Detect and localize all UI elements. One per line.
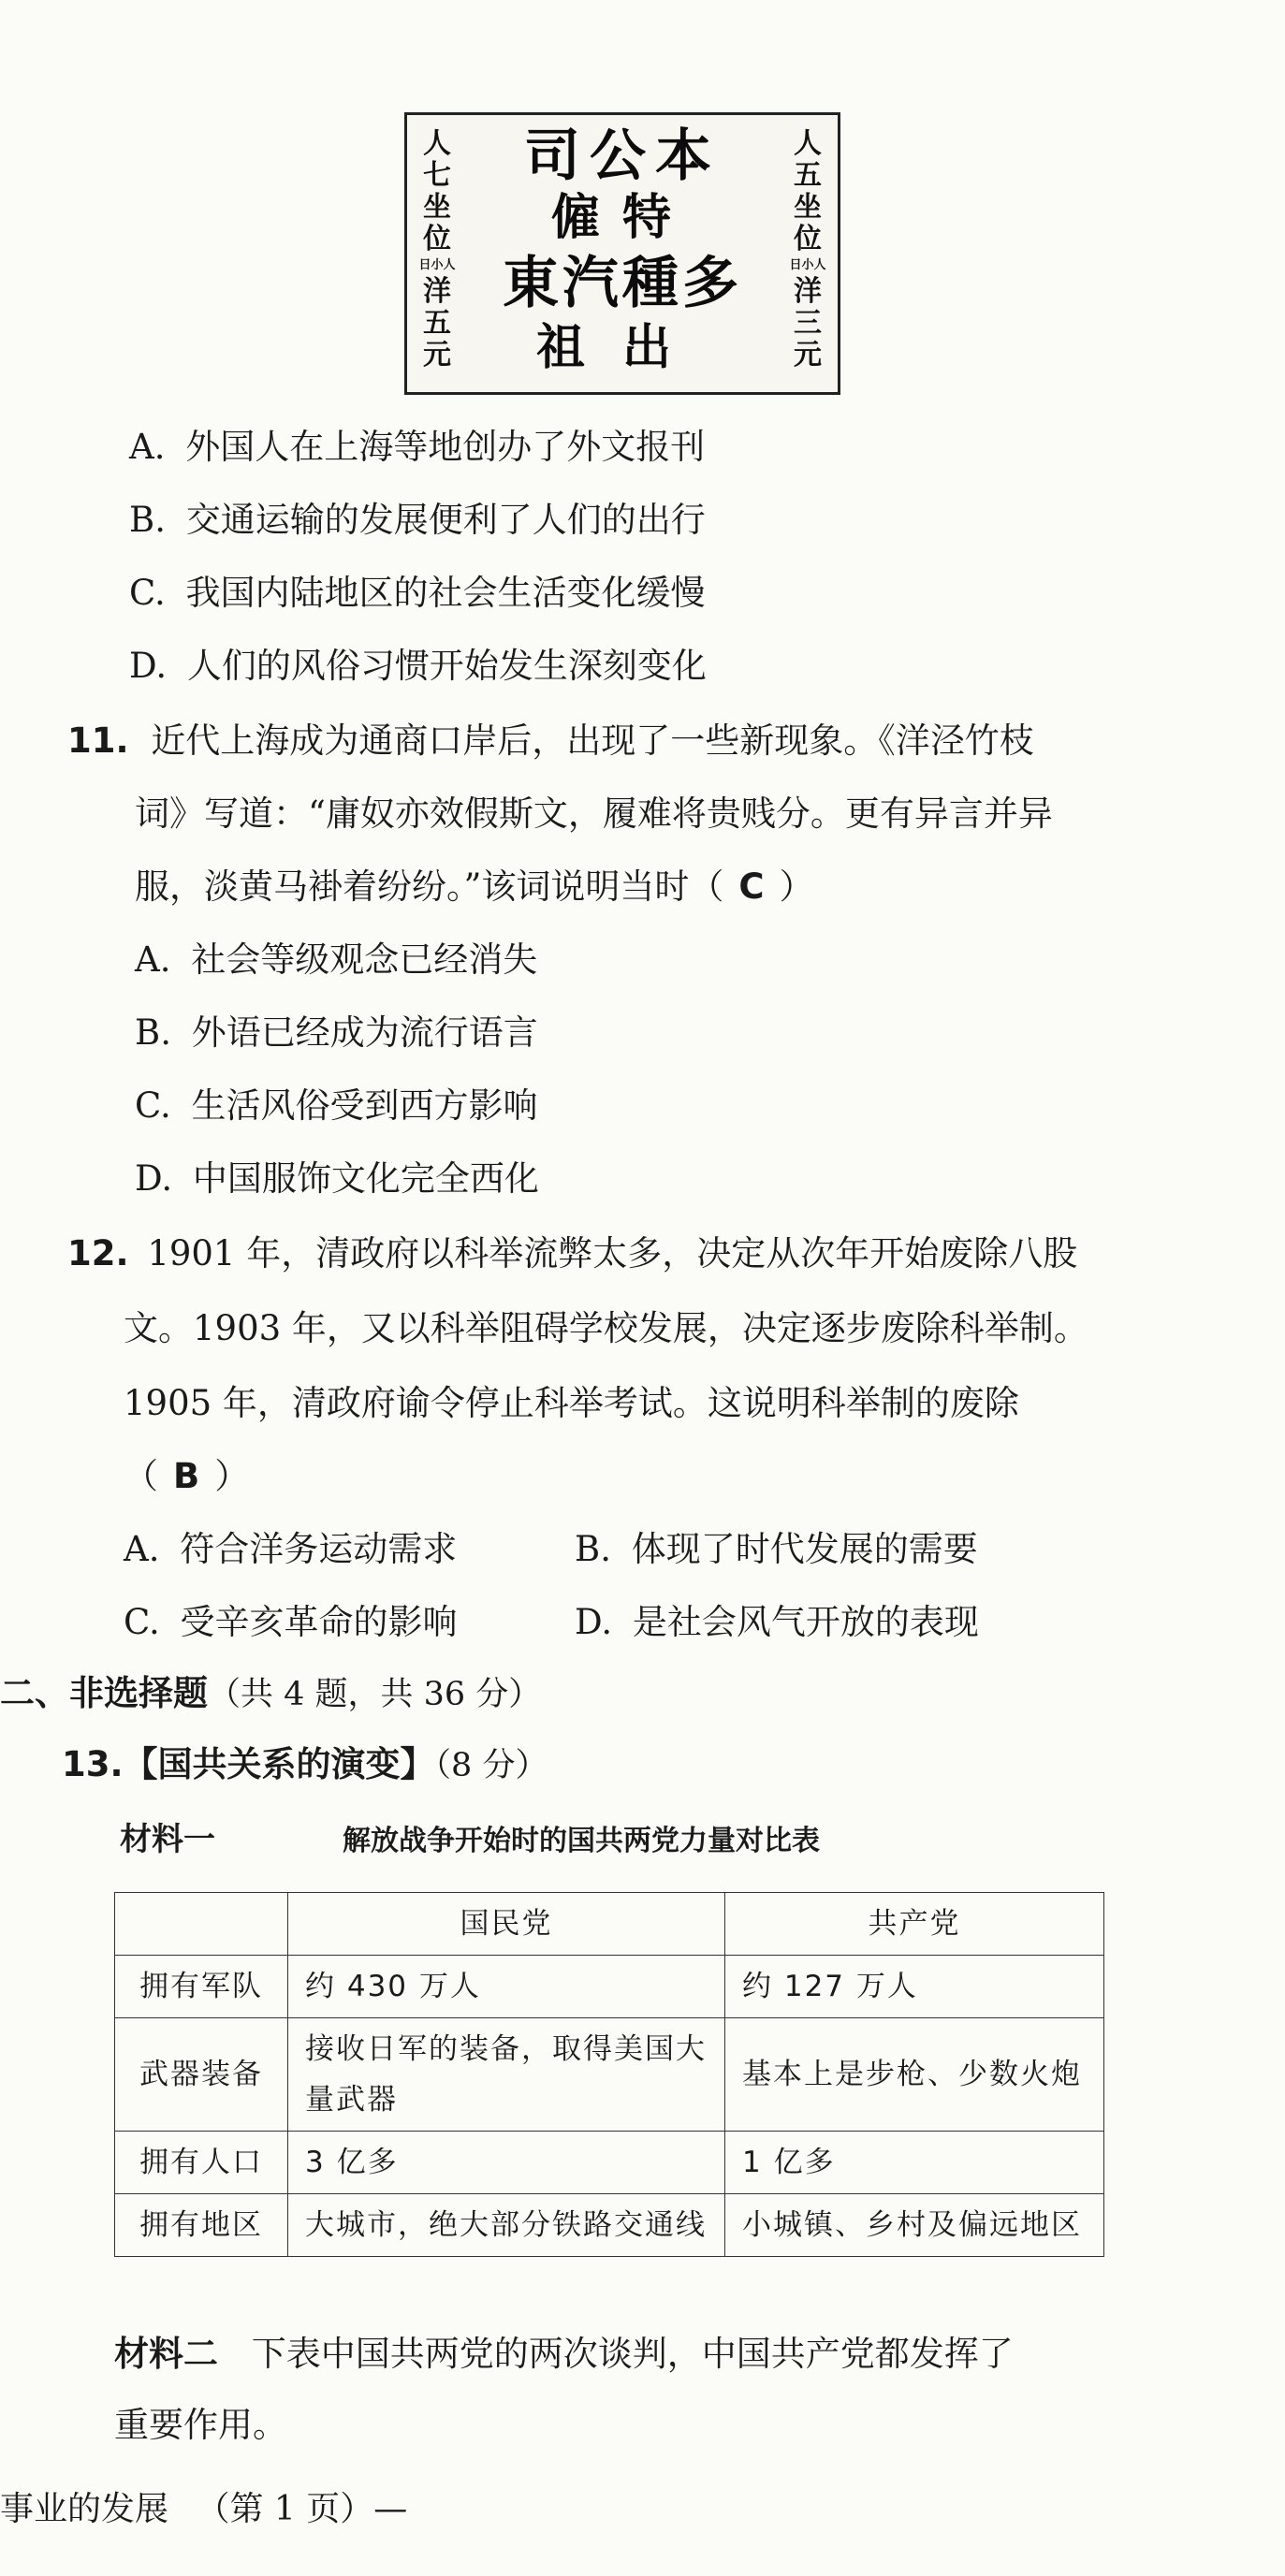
q13-heading xyxy=(62,1740,548,1790)
table-cell: 约 430 万人 xyxy=(288,1956,725,2018)
table-cell: 大城市，绝大部分铁路交通线 xyxy=(288,2194,725,2257)
sign-right-column xyxy=(785,128,830,371)
sign-char: 位 xyxy=(794,223,822,255)
shop-sign-image xyxy=(404,112,840,395)
option-label: B. xyxy=(575,1529,611,1569)
table-row xyxy=(115,2194,1104,2257)
q11-option-d xyxy=(135,1155,539,1203)
q11-stem-line-3 xyxy=(135,863,814,911)
option-text: 中国服饰文化完全西化 xyxy=(192,1158,539,1199)
option-label: B. xyxy=(135,1012,171,1053)
sign-char: 日小人 xyxy=(789,258,826,272)
sign-char: 坐 xyxy=(794,191,822,224)
table-header-cell: 国民党 xyxy=(288,1893,725,1956)
sign-char: 元 xyxy=(423,339,451,371)
sign-char: 坐 xyxy=(423,191,451,224)
table-header-cell: 共产党 xyxy=(725,1893,1104,1956)
option-text: 我国内陆地区的社会生活变化缓慢 xyxy=(185,573,706,613)
option-label: C. xyxy=(135,1085,171,1126)
q12-option-c xyxy=(124,1598,458,1647)
q11-option-c xyxy=(135,1082,538,1130)
q12-option-b xyxy=(575,1525,978,1574)
table-title: 解放战争开始时的国共两党力量对比表 xyxy=(343,1825,820,1857)
table-cell: 3 亿多 xyxy=(288,2132,725,2194)
sign-char: 洋 xyxy=(423,275,451,308)
q10-option-b xyxy=(129,496,706,545)
option-label: A. xyxy=(124,1529,160,1569)
sign-char: 人 xyxy=(794,127,822,160)
sign-center-text xyxy=(463,124,781,377)
table-header-row xyxy=(115,1893,1104,1956)
option-text: 交通运输的发展便利了人们的出行 xyxy=(185,500,706,540)
material-1-label: 材料一 xyxy=(120,1821,215,1858)
q12-option-d xyxy=(575,1598,979,1647)
option-text: 受辛亥革命的影响 xyxy=(180,1602,458,1642)
sign-char: 人 xyxy=(423,127,451,160)
table-row xyxy=(115,2132,1104,2194)
sign-char: 三 xyxy=(794,307,822,340)
section-2-heading xyxy=(0,1669,541,1719)
option-text: 体现了时代发展的需要 xyxy=(631,1529,978,1569)
q12-stem-line-3 xyxy=(124,1379,1019,1428)
question-number: 13. xyxy=(62,1744,124,1784)
question-text: 1905 年，清政府谕令停止科举考试。这说明科举制的废除 xyxy=(124,1383,1019,1423)
option-label: C. xyxy=(124,1602,160,1642)
sign-char: 元 xyxy=(794,339,822,371)
option-label: D. xyxy=(129,646,168,686)
bracket: （ xyxy=(124,1456,158,1496)
option-label: C. xyxy=(129,573,166,613)
table-row-head: 拥有人口 xyxy=(115,2132,288,2194)
option-label: A. xyxy=(129,427,166,467)
section-note: （共 4 题，共 36 分） xyxy=(208,1676,542,1713)
question-text: 词》写道：“庸奴亦效假斯文，履难将贵贱分。更有异言并异 xyxy=(135,793,1053,834)
table-row-head: 拥有地区 xyxy=(115,2194,288,2257)
q11-stem-line-1 xyxy=(67,717,1034,765)
footer-text: 事业的发展 xyxy=(0,2490,169,2528)
material-text: 重要作用。 xyxy=(114,2405,287,2445)
option-text: 符合洋务运动需求 xyxy=(180,1529,458,1569)
table-cell: 接收日军的装备，取得美国大量武器 xyxy=(288,2018,725,2132)
page-number: （第 1 页）— xyxy=(196,2490,408,2528)
table-cell: 1 亿多 xyxy=(725,2132,1104,2194)
force-comparison-table xyxy=(114,1892,1104,2257)
bracket: ） xyxy=(214,1456,250,1496)
sign-char: 五 xyxy=(794,159,822,192)
question-number: 11. xyxy=(67,720,129,761)
option-text: 生活风俗受到西方影响 xyxy=(191,1085,538,1126)
bracket: ） xyxy=(779,866,814,907)
q10-option-a xyxy=(129,423,705,472)
option-text: 是社会风气开放的表现 xyxy=(632,1602,979,1642)
sign-row: 司公本 xyxy=(524,124,721,189)
sign-char: 洋 xyxy=(794,275,822,308)
option-text: 人们的风俗习惯开始发生深刻变化 xyxy=(186,646,707,686)
sign-row: 東汽種多 xyxy=(503,251,742,316)
option-text: 外国人在上海等地创办了外文报刊 xyxy=(185,427,706,467)
question-title: 【国共关系的演变】 xyxy=(123,1744,435,1784)
answer-mark: B xyxy=(173,1456,200,1496)
table-cell: 基本上是步枪、少数火炮 xyxy=(725,2018,1104,2132)
question-text: 1901 年，清政府以科举流弊太多，决定从次年开始废除八股 xyxy=(147,1233,1078,1273)
option-label: D. xyxy=(575,1602,613,1642)
sign-row: 祖出 xyxy=(535,319,708,376)
q12-option-a xyxy=(124,1525,457,1574)
table-cell: 小城镇、乡村及偏远地区 xyxy=(725,2194,1104,2257)
question-score: （8 分） xyxy=(434,1747,548,1784)
q10-option-c xyxy=(129,569,706,618)
question-text: 文。1903 年，又以科举阻碍学校发展，决定逐步废除科举制。 xyxy=(124,1308,1088,1348)
q11-option-b xyxy=(135,1009,538,1057)
material-2-line-2 xyxy=(114,2401,287,2450)
q12-stem-line-1 xyxy=(67,1230,1077,1278)
option-label: D. xyxy=(135,1158,173,1199)
table-cell: 约 127 万人 xyxy=(725,1956,1104,2018)
option-text: 外语已经成为流行语言 xyxy=(191,1012,538,1053)
option-label: A. xyxy=(135,939,171,980)
table-row xyxy=(115,2018,1104,2132)
material-text: 下表中国共两党的两次谈判，中国共产党都发挥了 xyxy=(251,2334,1014,2374)
table-row-head: 武器装备 xyxy=(115,2018,288,2132)
table-row xyxy=(115,1956,1104,2018)
q12-stem-line-2 xyxy=(124,1304,1088,1353)
page-footer xyxy=(0,2485,407,2534)
sign-char: 位 xyxy=(423,223,451,255)
q11-stem-line-2 xyxy=(135,790,1053,838)
section-title: 二、非选择题 xyxy=(0,1673,208,1713)
table-row-head: 拥有军队 xyxy=(115,1956,288,2018)
sign-char: 七 xyxy=(423,159,451,192)
option-text: 社会等级观念已经消失 xyxy=(191,939,538,980)
material-2-label: 材料二 xyxy=(114,2334,218,2374)
sign-char: 日小人 xyxy=(418,258,456,272)
q10-option-d xyxy=(129,642,707,691)
q11-option-a xyxy=(135,936,537,984)
sign-char: 五 xyxy=(423,307,451,340)
sign-left-column xyxy=(415,128,460,371)
question-text: 服，淡黄马褂着纷纷。”该词说明当时（ xyxy=(135,866,724,907)
question-number: 12. xyxy=(67,1233,129,1273)
answer-mark: C xyxy=(738,866,765,907)
option-label: B. xyxy=(129,500,166,540)
question-text: 近代上海成为通商口岸后，出现了一些新现象。《洋泾竹枝 xyxy=(151,720,1034,761)
material-2-line-1 xyxy=(114,2330,1014,2379)
sign-row: 僱特 xyxy=(550,189,694,246)
table-header-cell xyxy=(115,1893,288,1956)
q12-answer-line xyxy=(124,1452,249,1501)
